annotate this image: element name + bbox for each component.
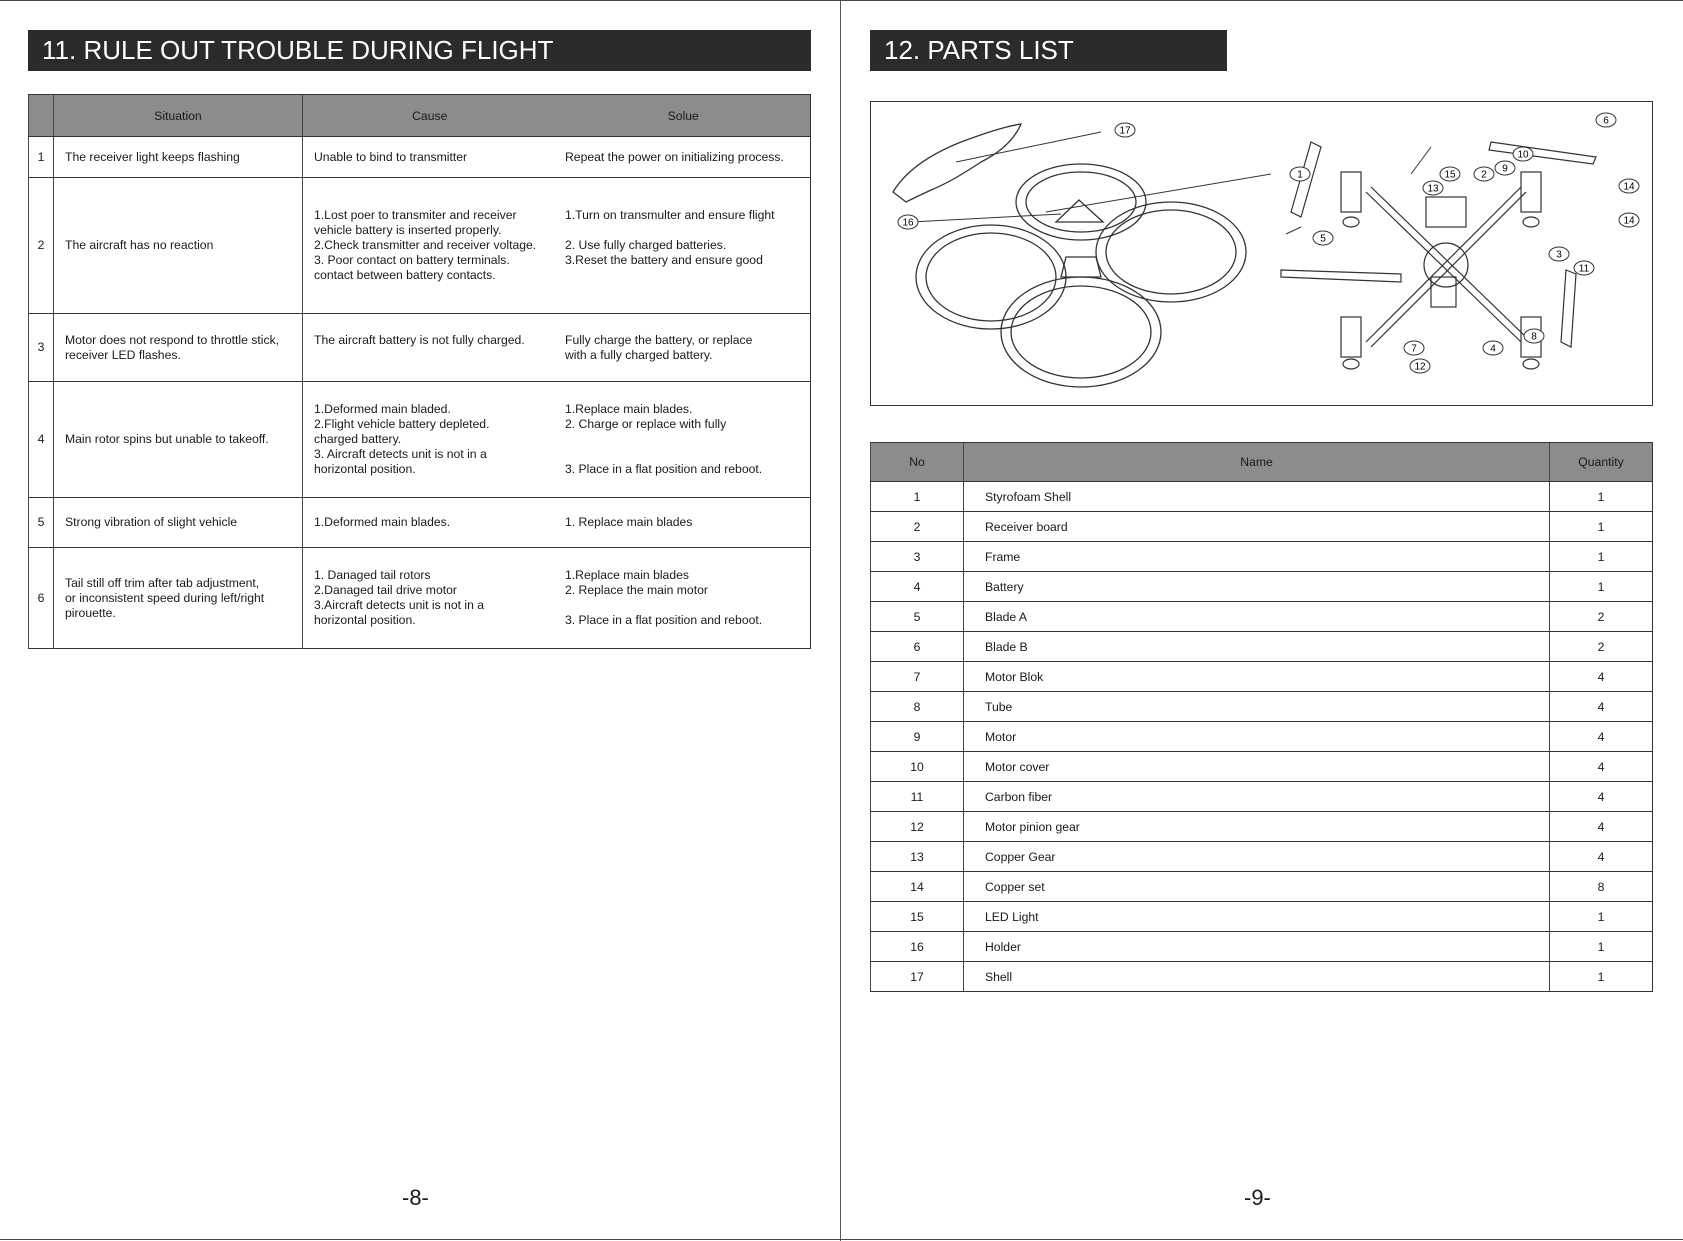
part-name: Blade A: [964, 602, 1550, 632]
part-name: Motor cover: [964, 752, 1550, 782]
callout-label: 17: [1119, 125, 1131, 137]
callout-13: [1423, 181, 1443, 195]
callout-label: 2: [1481, 169, 1487, 181]
callout-15: [1440, 167, 1460, 181]
table-row: [871, 542, 1653, 572]
row-number: 6: [29, 548, 54, 649]
table-row: [871, 692, 1653, 722]
section-title-troubleshooting: 11. RULE OUT TROUBLE DURING FLIGHT: [28, 30, 811, 71]
diagram-callouts: [898, 113, 1639, 373]
table-row: [871, 902, 1653, 932]
part-quantity: 1: [1550, 932, 1653, 962]
situation-cell: Tail still off trim after tab adjustment, or inconsistent speed during left/right pirouette.: [54, 548, 303, 649]
callout-label: 10: [1517, 149, 1529, 161]
page-frame-bottom: [0, 1239, 1683, 1240]
cause-text: 1. Danaged tail rotors 2.Danaged tail drive motor 3.Aircraft detects unit is not in a horizontal position.: [314, 568, 485, 627]
situation-cell: Motor does not respond to throttle stick, receiver LED flashes.: [54, 314, 303, 382]
part-quantity: 4: [1550, 692, 1653, 722]
callout-7: [1404, 341, 1424, 355]
part-quantity: 1: [1550, 512, 1653, 542]
part-number: 6: [871, 632, 964, 662]
callout-label: 4: [1490, 343, 1496, 355]
shell-part: [893, 124, 1021, 202]
callout-label: 15: [1444, 169, 1456, 181]
cause-solue-cell: [303, 137, 811, 178]
part-number: 10: [871, 752, 964, 782]
page-number-right: -9-: [1244, 1185, 1271, 1210]
callout-16: [898, 215, 918, 229]
callout-label: 1: [1297, 169, 1303, 181]
part-number: 12: [871, 812, 964, 842]
table-row: [871, 602, 1653, 632]
callout-label: 12: [1414, 361, 1426, 373]
callout-label: 14: [1623, 181, 1635, 193]
callout-label: 8: [1531, 331, 1537, 343]
part-quantity: 2: [1550, 632, 1653, 662]
cause-text: The aircraft battery is not fully charged.: [314, 332, 525, 347]
page-frame-top: [0, 0, 1683, 1]
callout-17: [1115, 123, 1135, 137]
situation-cell: The aircraft has no reaction: [54, 178, 303, 314]
callout-label: 11: [1578, 263, 1590, 275]
part-number: 15: [871, 902, 964, 932]
section-title-parts-list: 12. PARTS LIST: [870, 30, 1227, 71]
header-solue: Solue: [667, 108, 699, 123]
table-row: [871, 662, 1653, 692]
part-quantity: 1: [1550, 902, 1653, 932]
diagram-drawing: [871, 102, 1651, 404]
row-number: 2: [29, 178, 54, 314]
cause-solue-cell: [303, 178, 811, 314]
table-row: [871, 812, 1653, 842]
row-number: 1: [29, 137, 54, 178]
part-name: Styrofoam Shell: [964, 482, 1550, 512]
page-divider: [840, 0, 841, 1241]
header-cause-solue: [303, 95, 811, 137]
part-number: 1: [871, 482, 964, 512]
part-name: Receiver board: [964, 512, 1550, 542]
header-no: No: [871, 443, 964, 482]
cause-text: 1.Deformed main bladed. 2.Flight vehicle battery depleted. charged battery. 3. Aircraft detects unit is not in a horizontal position.: [314, 402, 490, 476]
table-row: [29, 178, 811, 314]
row-number: 4: [29, 382, 54, 498]
table-row: [871, 632, 1653, 662]
part-quantity: 4: [1550, 752, 1653, 782]
table-row: [871, 722, 1653, 752]
part-quantity: 2: [1550, 602, 1653, 632]
part-quantity: 4: [1550, 722, 1653, 752]
callout-3: [1549, 247, 1569, 261]
solue-text: Fully charge the battery, or replace with a fully charged battery.: [565, 332, 753, 362]
row-number: 3: [29, 314, 54, 382]
cause-solue-cell: [303, 498, 811, 548]
part-name: Battery: [964, 572, 1550, 602]
part-number: 13: [871, 842, 964, 872]
table-row: [29, 137, 811, 178]
leader-lines: [911, 132, 1431, 234]
cause-text: Unable to bind to transmitter: [314, 149, 468, 164]
parts-header-row: [871, 443, 1653, 482]
callout-4: [1483, 341, 1503, 355]
part-number: 17: [871, 962, 964, 992]
table-row: [871, 842, 1653, 872]
part-name: Carbon fiber: [964, 782, 1550, 812]
part-number: 7: [871, 662, 964, 692]
table-row: [871, 872, 1653, 902]
row-number: 5: [29, 498, 54, 548]
callout-6: [1596, 113, 1616, 127]
callout-2: [1474, 167, 1494, 181]
parts-rows: [871, 482, 1653, 992]
solue-text: 1.Replace main blades. 2. Charge or replace with fully 3. Place in a flat position and reboot.: [565, 402, 763, 476]
troubleshooting-table: [28, 94, 811, 649]
callout-label: 9: [1502, 163, 1508, 175]
table-row: [29, 548, 811, 649]
part-name: Shell: [964, 962, 1550, 992]
solue-text: 1.Replace main blades 2. Replace the main motor 3. Place in a flat position and reboot.: [565, 568, 763, 627]
callout-8: [1524, 329, 1544, 343]
header-cause: Cause: [412, 108, 448, 123]
situation-cell: The receiver light keeps flashing: [54, 137, 303, 178]
parts-table: [870, 442, 1653, 992]
table-row: [871, 782, 1653, 812]
situation-cell: Strong vibration of slight vehicle: [54, 498, 303, 548]
part-quantity: 1: [1550, 482, 1653, 512]
callout-label: 6: [1603, 115, 1609, 127]
cause-text: 1.Lost poer to transmiter and receiver vehicle battery is inserted properly. 2.Check transmitter and receiver voltage. 3. Poor contact on battery terminals. contact between battery contacts.: [314, 208, 537, 282]
callout-9: [1495, 161, 1515, 175]
solue-text: 1. Replace main blades: [565, 515, 693, 529]
table-row: [871, 932, 1653, 962]
table-header-row: [29, 95, 811, 137]
part-name: Holder: [964, 932, 1550, 962]
part-number: 16: [871, 932, 964, 962]
header-name: Name: [964, 443, 1550, 482]
parts-exploded-diagram: [870, 101, 1653, 406]
table-row: [871, 512, 1653, 542]
table-row: [871, 962, 1653, 992]
table-row: [871, 752, 1653, 782]
part-name: Copper set: [964, 872, 1550, 902]
callout-5: [1313, 231, 1333, 245]
styrofoam-body: [916, 164, 1246, 387]
solue-text: 1.Turn on transmulter and ensure flight 2. Use fully charged batteries. 3.Reset the battery and ensure good: [565, 208, 775, 267]
part-number: 4: [871, 572, 964, 602]
cause-solue-cell: [303, 382, 811, 498]
callout-14: [1619, 213, 1639, 227]
callout-14: [1619, 179, 1639, 193]
table-row: [29, 498, 811, 548]
part-quantity: 4: [1550, 662, 1653, 692]
table-row: [871, 572, 1653, 602]
callout-1: [1290, 167, 1310, 181]
part-quantity: 4: [1550, 782, 1653, 812]
part-name: Tube: [964, 692, 1550, 722]
cause-text: 1.Deformed main blades.: [314, 515, 451, 529]
callout-label: 13: [1427, 183, 1439, 195]
table-row: [871, 482, 1653, 512]
part-name: LED Light: [964, 902, 1550, 932]
callout-label: 3: [1556, 249, 1562, 261]
header-quantity: Quantity: [1550, 443, 1653, 482]
table-row: [29, 382, 811, 498]
part-number: 2: [871, 512, 964, 542]
troubleshooting-rows: [29, 137, 811, 649]
part-quantity: 4: [1550, 842, 1653, 872]
solue-text: Repeat the power on initializing process.: [565, 149, 784, 164]
part-number: 8: [871, 692, 964, 722]
cause-solue-cell: [303, 548, 811, 649]
part-quantity: 1: [1550, 962, 1653, 992]
callout-label: 7: [1411, 343, 1417, 355]
part-name: Blade B: [964, 632, 1550, 662]
callout-10: [1513, 147, 1533, 161]
part-number: 11: [871, 782, 964, 812]
situation-cell: Main rotor spins but unable to takeoff.: [54, 382, 303, 498]
part-quantity: 4: [1550, 812, 1653, 842]
callout-label: 5: [1320, 233, 1326, 245]
part-quantity: 1: [1550, 572, 1653, 602]
part-number: 3: [871, 542, 964, 572]
cause-solue-cell: [303, 314, 811, 382]
callout-label: 16: [902, 217, 914, 229]
part-number: 5: [871, 602, 964, 632]
page-number-left: -8-: [402, 1185, 429, 1210]
part-name: Frame: [964, 542, 1550, 572]
part-quantity: 8: [1550, 872, 1653, 902]
part-name: Motor pinion gear: [964, 812, 1550, 842]
part-number: 14: [871, 872, 964, 902]
part-number: 9: [871, 722, 964, 752]
callout-11: [1574, 261, 1594, 275]
header-situation: Situation: [54, 95, 303, 137]
header-number: [29, 95, 54, 137]
callout-12: [1410, 359, 1430, 373]
part-name: Motor: [964, 722, 1550, 752]
table-row: [29, 314, 811, 382]
part-name: Copper Gear: [964, 842, 1550, 872]
part-name: Motor Blok: [964, 662, 1550, 692]
part-quantity: 1: [1550, 542, 1653, 572]
callout-label: 14: [1623, 215, 1635, 227]
